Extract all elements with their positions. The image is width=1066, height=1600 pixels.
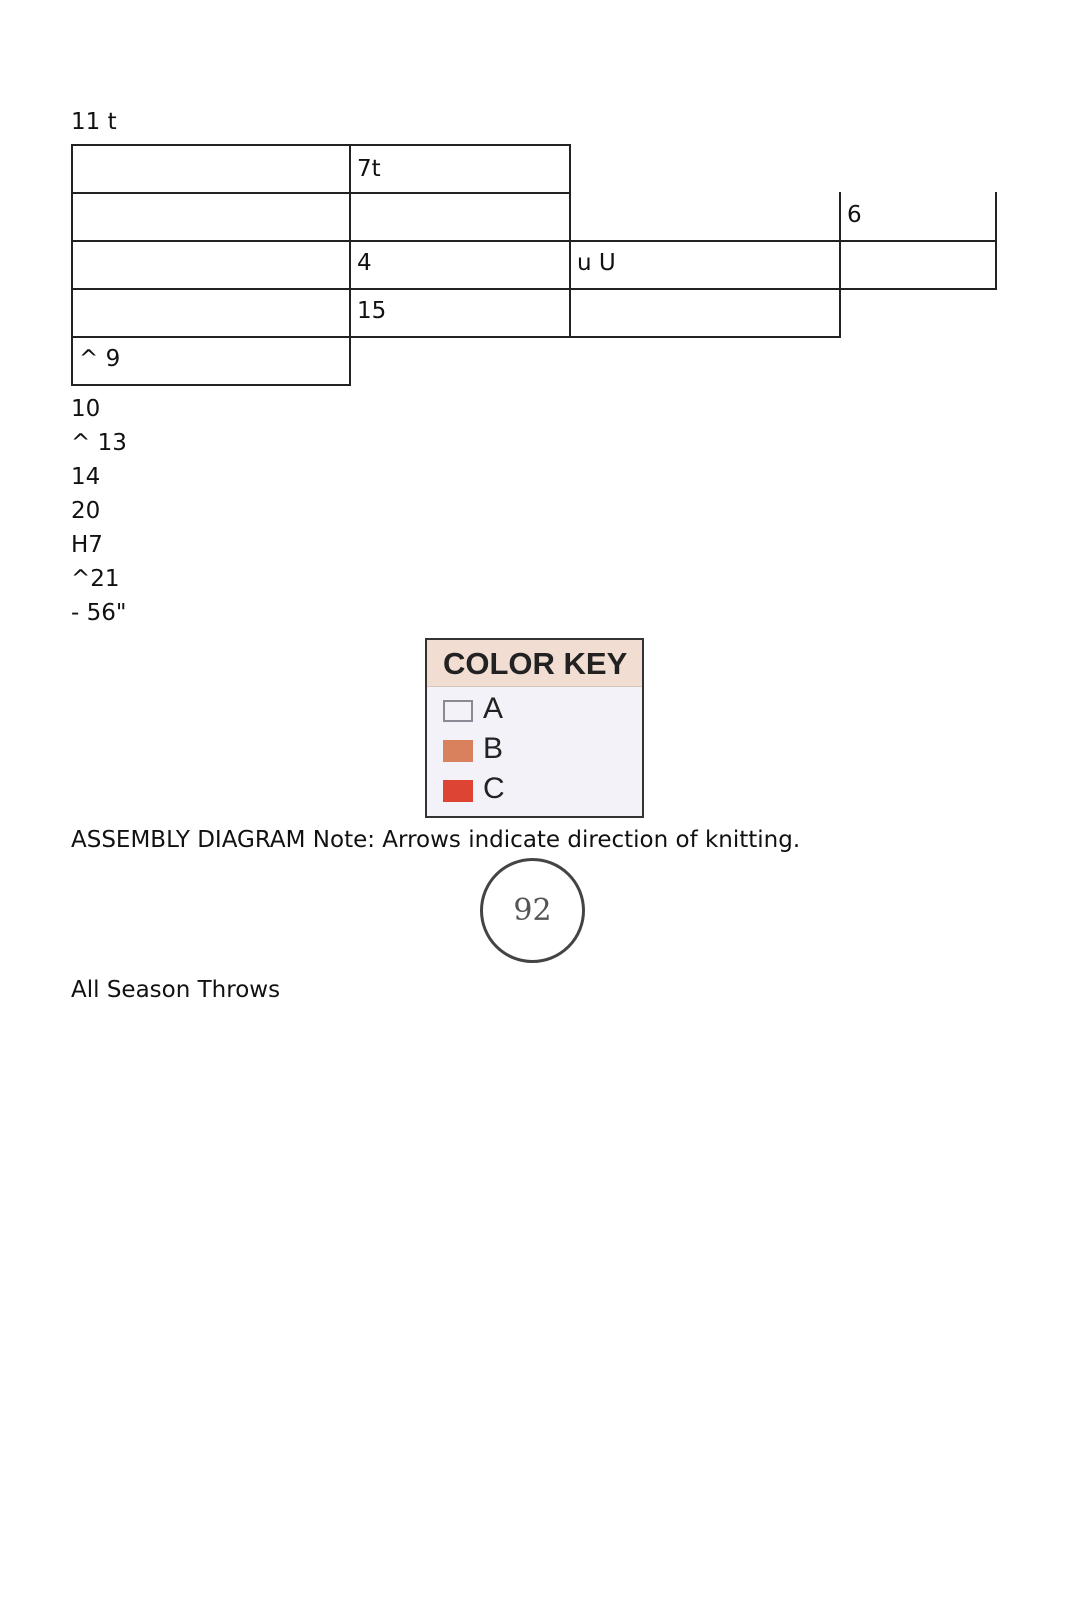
side-label: H7 — [71, 532, 103, 558]
cell-label: 15 — [357, 298, 387, 324]
side-label: ^ 13 — [71, 430, 127, 456]
cell-label: ^ 9 — [79, 346, 121, 372]
cell-label: 4 — [357, 250, 372, 276]
assembly-caption: ASSEMBLY DIAGRAM Note: Arrows indicate direction of knitting. — [71, 827, 801, 853]
diagram-cell-r1c1 — [71, 144, 351, 194]
side-label: - 56" — [71, 600, 127, 626]
key-label-c: C — [483, 772, 505, 805]
diagram-cell-r2c1 — [71, 192, 351, 242]
swatch-b — [443, 740, 473, 762]
swatch-a — [443, 700, 473, 722]
side-label: 10 — [71, 396, 101, 422]
diagram-cell-r4c2 — [349, 288, 571, 338]
cell-label: 6 — [847, 202, 862, 228]
diagram-cell-r3c4 — [839, 240, 997, 290]
side-label: 14 — [71, 464, 101, 490]
diagram-cell-r4c3 — [569, 288, 841, 338]
color-key-title: COLOR KEY — [427, 640, 642, 687]
diagram-top-label: 11 t — [71, 109, 117, 135]
side-label: ^21 — [71, 566, 120, 592]
cell-label: u U — [577, 250, 616, 276]
footer-title: All Season Throws — [71, 977, 281, 1003]
diagram-cell-r5c1 — [71, 336, 351, 386]
swatch-c — [443, 780, 473, 802]
key-label-a: A — [483, 692, 504, 725]
key-label-b: B — [483, 732, 504, 765]
color-key — [425, 638, 644, 818]
diagram-cell-r3c1 — [71, 240, 351, 290]
diagram-cell-r4c1 — [71, 288, 351, 338]
diagram-cell-r3c3 — [569, 240, 841, 290]
diagram-cell-r3c2 — [349, 240, 571, 290]
diagram-cell-r1c2 — [349, 144, 571, 194]
diagram-cell-r2c3 — [569, 192, 841, 242]
diagram-cell-r2c4 — [839, 192, 997, 242]
page-number: 92 — [480, 858, 585, 963]
cell-label: 7t — [357, 156, 381, 182]
side-label: 20 — [71, 498, 101, 524]
diagram-cell-r2c2 — [349, 192, 571, 242]
